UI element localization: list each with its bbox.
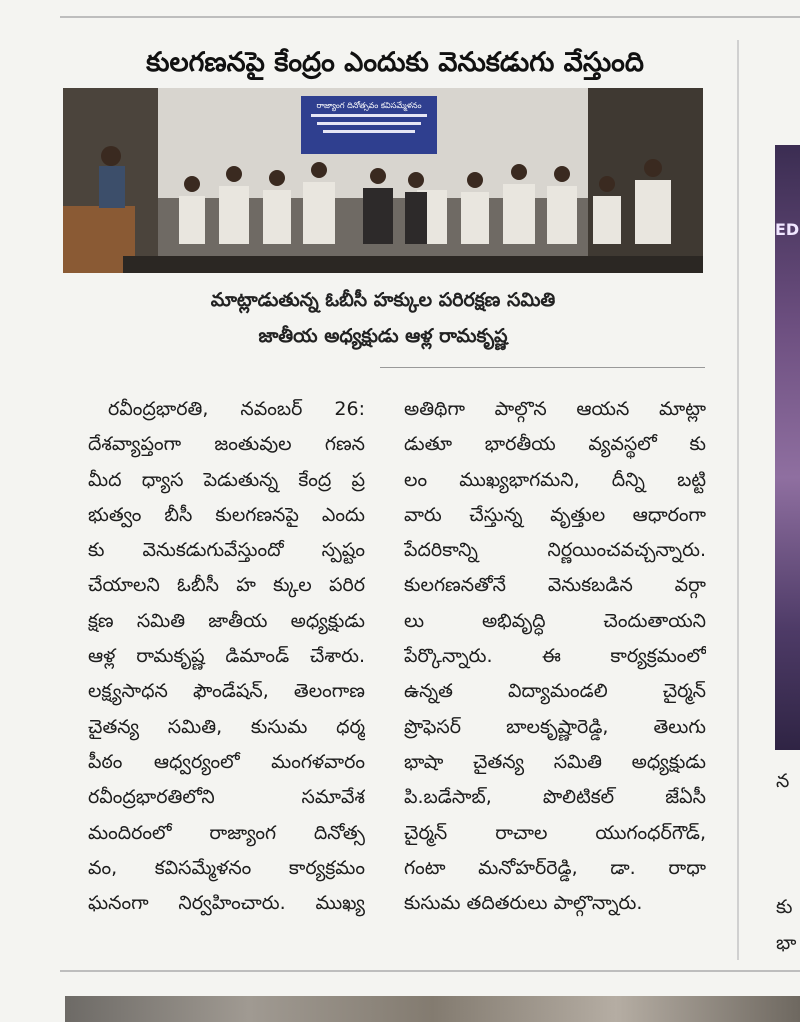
text-line: కుసుమ తదితరులు పాల్గొన్నారు. bbox=[404, 892, 643, 915]
caption-rule bbox=[380, 367, 705, 368]
text-line: అతిథిగా పాల్గొన ఆయన మాట్లా bbox=[404, 398, 706, 420]
text-line: ఆళ్ల రామకృష్ణ డిమాండ్ చేశారు. bbox=[88, 645, 365, 668]
text-line: మీద ధ్యాస పెడుతున్న కేంద్ర ప్ర bbox=[88, 468, 365, 491]
text-line: చైతన్య సమితి, కుసుమ ధర్మ bbox=[88, 715, 365, 738]
article-column-right bbox=[404, 392, 706, 921]
text-line: కు వెనుకడుగువేస్తుందో స్పష్టం bbox=[88, 539, 365, 562]
text-line: భాషా చైతన్య సమితి అధ్యక్షుడు bbox=[404, 750, 706, 773]
event-photo-illustration bbox=[63, 88, 703, 273]
adjacent-text-fragment: న bbox=[776, 770, 790, 792]
adjacent-article-photo bbox=[775, 145, 800, 750]
event-photo[interactable] bbox=[63, 88, 703, 273]
text-line: మందిరంలో రాజ్యాంగ దినోత్స bbox=[88, 821, 365, 844]
text-line: కులగణనతోనే వెనుకబడిన వర్గా bbox=[404, 574, 706, 597]
text-line: రవీంద్రభారతి, నవంబర్ 26: bbox=[108, 398, 365, 420]
text-line: లం ముఖ్యభాగమని, దీన్ని బట్టి bbox=[404, 468, 706, 491]
text-line: ఘనంగా నిర్వహించారు. ముఖ్య bbox=[88, 892, 365, 915]
text-line: పీఠం ఆధ్వర్యంలో మంగళవారం bbox=[88, 750, 365, 773]
photo-caption bbox=[63, 282, 703, 354]
caption-line: మాట్లాడుతున్న ఓబీసీ హక్కుల పరిరక్షణ సమితి bbox=[210, 289, 556, 311]
caption-line: జాతీయ అధ్యక్షుడు ఆళ్ల రామకృష్ణ bbox=[258, 325, 508, 347]
text-line: లక్ష్యసాధన ఫౌండేషన్, తెలంగాణ bbox=[88, 680, 365, 703]
text-line: పేర్కొన్నారు. ఈ కార్యక్రమంలో bbox=[404, 645, 706, 668]
text-line: చేయాలని ఓబీసీ హ క్కుల పరిర bbox=[88, 574, 365, 597]
adjacent-text-fragment: భా bbox=[776, 932, 797, 954]
text-line: గంటా మనోహర్‌రెడ్డి, డా. రాధా bbox=[404, 856, 706, 879]
text-line: రవీంద్రభారతిలోని సమావేశ bbox=[88, 786, 365, 809]
text-line: చైర్మన్ రాచాల యుగంధర్‌గౌడ్, bbox=[404, 821, 706, 844]
article-column-left bbox=[88, 392, 365, 921]
article-headline: కులగణనపై కేంద్రం ఎందుకు వెనుకడుగు వేస్తుంది bbox=[146, 47, 644, 78]
text-line: వం, కవిసమ్మేళనం కార్యక్రమం bbox=[88, 856, 365, 879]
next-article-photo-strip bbox=[65, 996, 800, 1022]
stage-banner-text: రాజ్యాంగ దినోత్సవం కవిసమ్మేళనం bbox=[316, 101, 422, 110]
text-line: డుతూ భారతీయ వ్యవస్థలో కు bbox=[404, 433, 706, 456]
text-line: ఉన్నత విద్యామండలి చైర్మన్ bbox=[404, 680, 706, 703]
top-rule bbox=[60, 16, 800, 18]
text-line: ప్రొఫెసర్ బాలకృష్ణారెడ్డి, తెలుగు bbox=[404, 715, 706, 738]
adjacent-text-fragment: కు bbox=[776, 896, 793, 918]
text-line: వారు చేస్తున్న వృత్తుల ఆధారంగా bbox=[404, 503, 706, 526]
bottom-rule bbox=[60, 970, 800, 972]
text-line: లు అభివృద్ధి చెందుతాయని bbox=[404, 609, 706, 632]
text-line: భుత్వం బీసీ కులగణనపై ఎందు bbox=[88, 503, 365, 526]
column-separator bbox=[737, 40, 739, 960]
text-line: క్షణ సమితి జాతీయ అధ్యక్షుడు bbox=[88, 609, 365, 632]
adjacent-banner-letters: ED bbox=[775, 220, 800, 239]
text-line: పేదరికాన్ని నిర్ణయించవచ్చన్నారు. bbox=[404, 539, 706, 562]
text-line: పి.బడేసాబ్, పొలిటికల్ జేఏసీ bbox=[404, 786, 706, 809]
text-line: దేశవ్యాప్తంగా జంతువుల గణన bbox=[88, 433, 365, 456]
